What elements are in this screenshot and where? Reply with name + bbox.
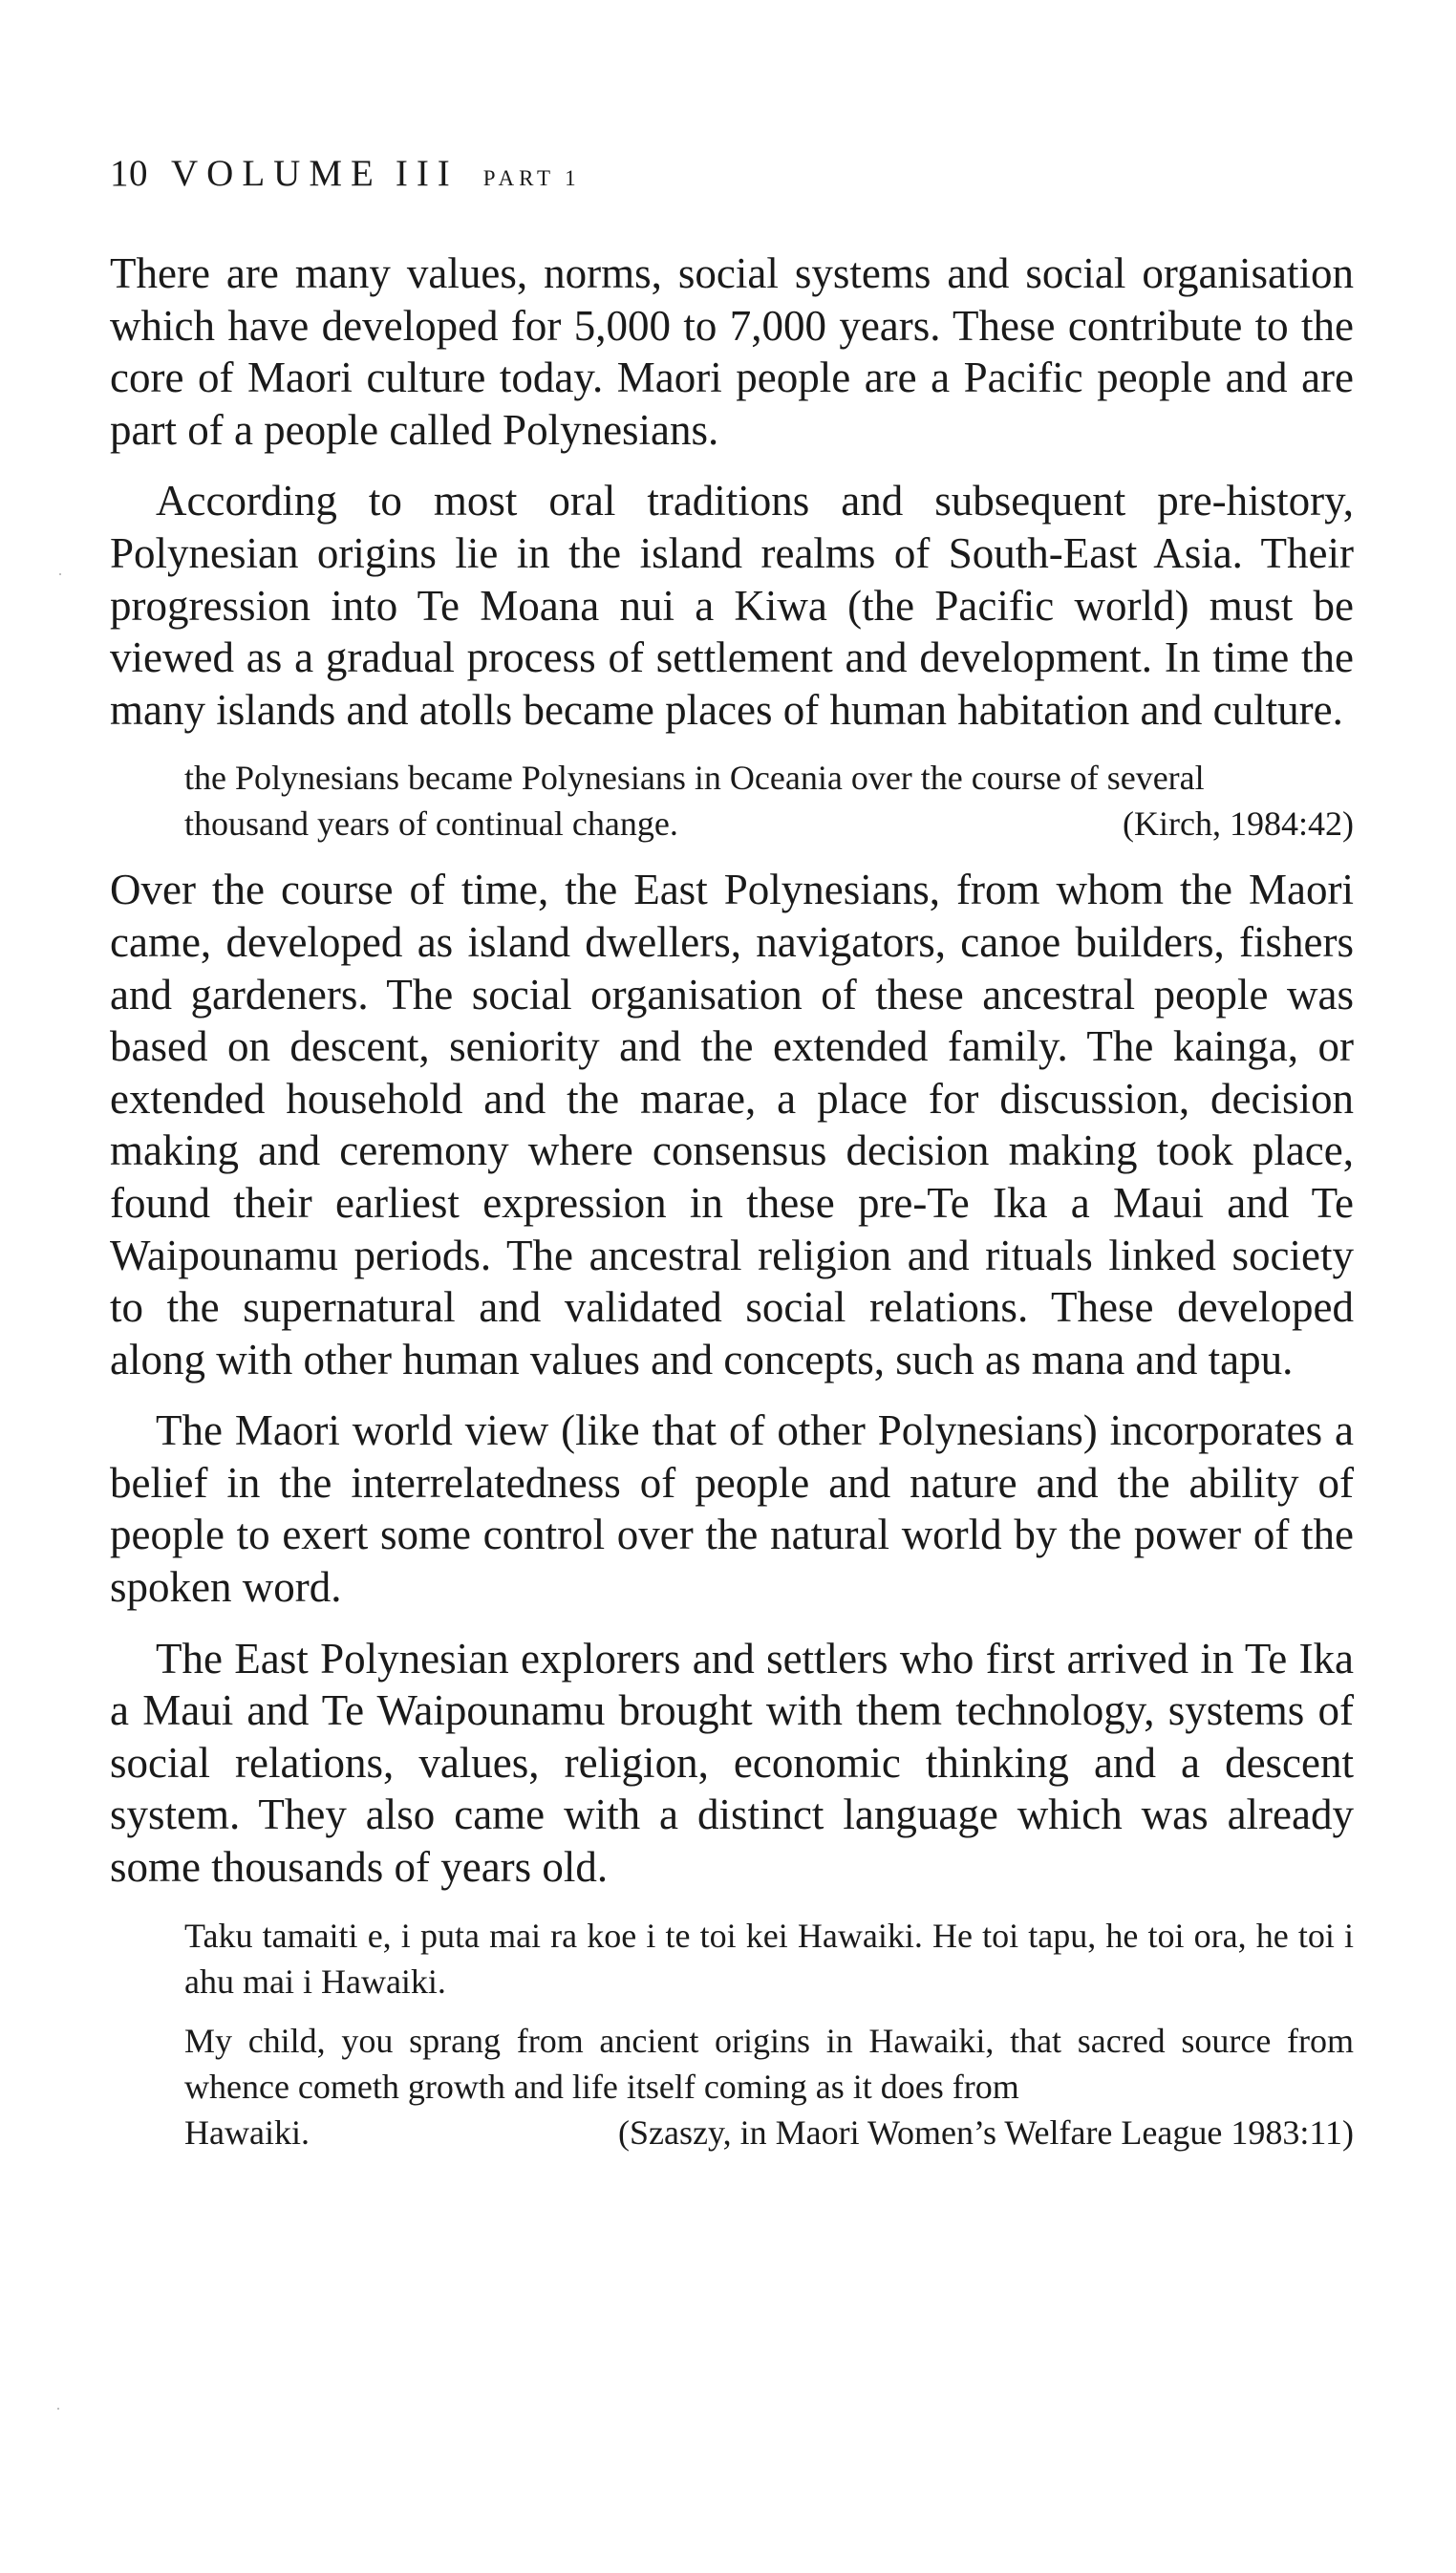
book-page: [110, 155, 1354, 2173]
paragraph-5: The East Polynesian explorers and settlers who first arrived in Te Ika a Maui and Te Waipounamu brought with them technology, systems of social relations, values, religion, economic thinking and a descent system. They also came with a distinct language which was already some thousands of years old.: [110, 1634, 1354, 1892]
quote-text: My child, you sprang from ancient origins in Hawaiki, that sacred source from whence cometh growth and life itself coming as it does from: [184, 2021, 1354, 2106]
block-quote-kirch: [184, 755, 1354, 847]
quote-line-with-citation: [184, 801, 1354, 847]
running-head: [110, 155, 1354, 192]
quote-line-with-citation: [184, 2110, 1354, 2155]
part-number: 1: [565, 166, 577, 190]
paragraph-3: Over the course of time, the East Polynesians, from whom the Maori came, developed as island dwellers, navigators, canoe builders, fishers and gardeners. The social organisation of these ancestral people was based on descent, seniority and the extended family. The kainga, or extended household and the marae, a place for discussion, decision making and ceremony where consensus decision making took place, found their earliest expression in these pre-Te Ika a Maui and Te Waipounamu periods. The ancestral religion and rituals linked society to the supernatural and validated social relations. These developed along with other human values and concepts, such as mana and tapu.: [110, 866, 1354, 1383]
part-label: PART: [482, 166, 556, 190]
volume-label: VOLUME: [171, 153, 382, 194]
scan-speck: [57, 2408, 59, 2410]
quote-line: Hawaiki.: [184, 2112, 310, 2152]
scan-speck: [59, 573, 61, 575]
paragraph-4: The Maori world view (like that of other Polynesians) incorporates a belief in the interrelatedness of people and nature and the ability of people to exert some control over the natural world by the power of the spoken word.: [110, 1406, 1354, 1612]
citation: (Szaszy, in Maori Women’s Welfare League 1983:11): [618, 2112, 1354, 2152]
volume-number: III: [395, 153, 459, 194]
paragraph-2: According to most oral traditions and subsequent pre-history, Polynesian origins lie in the island realms of South-East Asia. Their progression into Te Moana nui a Kiwa (the Pacific world) must be viewed as a gradual process of settlement and development. In time the many islands and atolls became places of human habitation and culture.: [110, 477, 1354, 734]
citation: (Kirch, 1984:42): [1123, 804, 1354, 844]
block-quote-english: [184, 2018, 1354, 2155]
paragraph-1: There are many values, norms, social systems and social organisation which have developed for 5,000 to 7,000 years. These contribute to the core of Maori culture today. Maori people are a Pacific people and are part of a people called Polynesians.: [110, 249, 1354, 454]
quote-line: the Polynesians became Polynesians in Oceania over the course of several: [184, 759, 1205, 798]
block-quote-maori: Taku tamaiti e, i puta mai ra koe i te toi kei Hawaiki. He toi tapu, he toi ora, he toi i ahu mai i Hawaiki.: [184, 1916, 1354, 2001]
page-number: 10: [110, 153, 148, 194]
quote-line: thousand years of continual change.: [184, 804, 678, 844]
